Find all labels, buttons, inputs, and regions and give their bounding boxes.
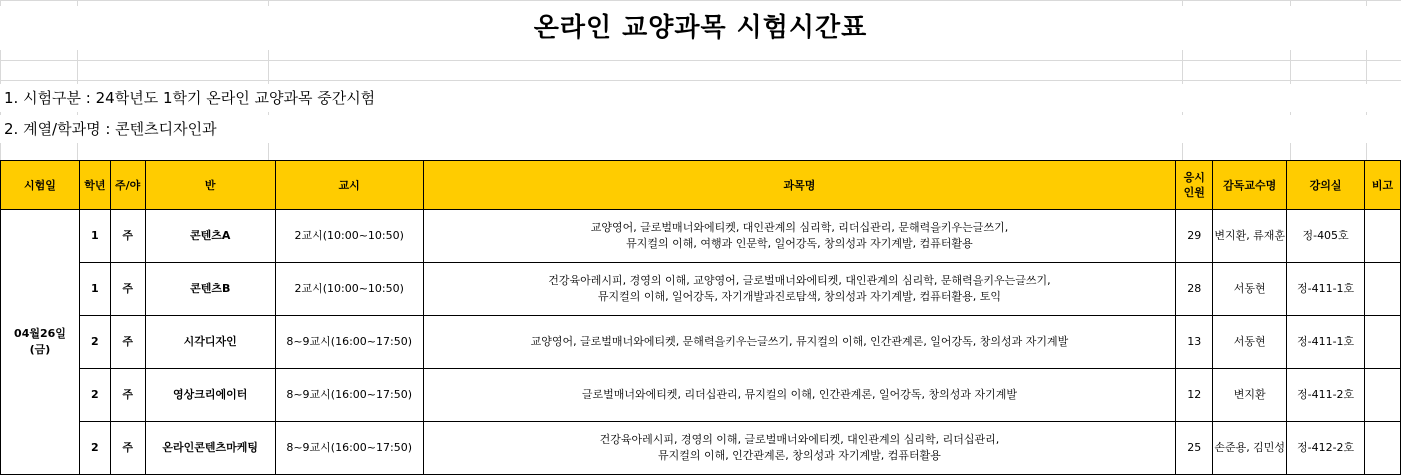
note-cell <box>1365 369 1401 422</box>
subjects-line: 교양영어, 글로벌매너와에티켓, 대인관계의 심리학, 리더십관리, 문해력을키우는글쓰기, <box>590 221 1009 234</box>
subjects-line: 건강육아레시피, 경영의 이해, 교양영어, 글로벌매너와에티켓, 대인관계의 심리학, 문해력을키우는글쓰기, <box>548 274 1051 287</box>
table-row <box>1 210 1401 263</box>
subjects-line: 건강육아레시피, 경영의 이해, 글로벌매너와에티켓, 대인관계의 심리학, 리더십관리, <box>599 433 1000 446</box>
note-cell <box>1365 422 1401 475</box>
applicants-cell: 28 <box>1176 263 1213 316</box>
subjects-cell: 글로벌매너와에티켓, 리더십관리, 뮤지컬의 이해, 인간관계론, 일어강독, 창의성과 자기계발 <box>423 369 1176 422</box>
class-cell: 영상크리에이터 <box>145 369 275 422</box>
page-title: 온라인 교양과목 시험시간표 <box>0 6 1401 50</box>
header-room: 강의실 <box>1287 161 1365 210</box>
period-cell: 2교시(10:00~10:50) <box>275 210 423 263</box>
room-cell: 정-411-1호 <box>1287 263 1365 316</box>
class-cell: 콘텐츠B <box>145 263 275 316</box>
grade-cell: 1 <box>79 263 110 316</box>
day-night-cell: 주 <box>110 263 145 316</box>
table-row <box>1 422 1401 475</box>
proctor-cell: 손준용, 김민성 <box>1213 422 1287 475</box>
room-cell: 정-411-1호 <box>1287 316 1365 369</box>
subjects-cell <box>423 263 1176 316</box>
subjects-line: 뮤지컬의 이해, 여행과 인문학, 일어강독, 창의성과 자기계발, 컴퓨터활용 <box>626 237 973 250</box>
day-night-cell: 주 <box>110 422 145 475</box>
subjects-cell: 교양영어, 글로벌매너와에티켓, 문해력을키우는글쓰기, 뮤지컬의 이해, 인간관계론, 일어강독, 창의성과 자기계발 <box>423 316 1176 369</box>
subjects-line: 뮤지컬의 이해, 인간관계론, 창의성과 자기계발, 컴퓨터활용 <box>657 449 941 462</box>
header-period: 교시 <box>275 161 423 210</box>
day-night-cell: 주 <box>110 316 145 369</box>
exam-date: 04월26일 <box>14 327 66 340</box>
subjects-cell <box>423 210 1176 263</box>
applicants-cell: 29 <box>1176 210 1213 263</box>
proctor-cell: 서동현 <box>1213 263 1287 316</box>
exam-type-line: 1. 시험구분 : 24학년도 1학기 온라인 교양과목 중간시험 <box>0 84 1401 112</box>
header-proctor: 감독교수명 <box>1213 161 1287 210</box>
applicants-cell: 12 <box>1176 369 1213 422</box>
proctor-cell: 서동현 <box>1213 316 1287 369</box>
period-cell: 8~9교시(16:00~17:50) <box>275 422 423 475</box>
table-row <box>1 263 1401 316</box>
note-cell <box>1365 210 1401 263</box>
proctor-cell: 변지환 <box>1213 369 1287 422</box>
room-cell: 정-411-2호 <box>1287 369 1365 422</box>
exam-schedule-table <box>0 160 1401 475</box>
header-date: 시험일 <box>1 161 80 210</box>
subjects-cell <box>423 422 1176 475</box>
header-applicants-line2: 인원 <box>1183 186 1205 199</box>
period-cell: 8~9교시(16:00~17:50) <box>275 316 423 369</box>
class-cell: 시각디자인 <box>145 316 275 369</box>
period-cell: 8~9교시(16:00~17:50) <box>275 369 423 422</box>
day-night-cell: 주 <box>110 369 145 422</box>
grade-cell: 2 <box>79 422 110 475</box>
grade-cell: 2 <box>79 316 110 369</box>
note-cell <box>1365 316 1401 369</box>
class-cell: 콘텐츠A <box>145 210 275 263</box>
exam-weekday: (금) <box>29 343 51 356</box>
header-subjects: 과목명 <box>423 161 1176 210</box>
table-row <box>1 316 1401 369</box>
room-cell: 정-412-2호 <box>1287 422 1365 475</box>
day-night-cell: 주 <box>110 210 145 263</box>
applicants-cell: 13 <box>1176 316 1213 369</box>
header-applicants-line1: 응시 <box>1183 171 1205 184</box>
note-cell <box>1365 263 1401 316</box>
department-line: 2. 계열/학과명 : 콘텐츠디자인과 <box>0 115 1401 143</box>
header-applicants <box>1176 161 1213 210</box>
period-cell: 2교시(10:00~10:50) <box>275 263 423 316</box>
header-day-night: 주/야 <box>110 161 145 210</box>
header-note: 비고 <box>1365 161 1401 210</box>
exam-date-cell <box>1 210 80 475</box>
proctor-cell: 변지환, 류재훈 <box>1213 210 1287 263</box>
grade-cell: 2 <box>79 369 110 422</box>
table-header-row <box>1 161 1401 210</box>
applicants-cell: 25 <box>1176 422 1213 475</box>
table-row <box>1 369 1401 422</box>
grade-cell: 1 <box>79 210 110 263</box>
header-class: 반 <box>145 161 275 210</box>
header-grade: 학년 <box>79 161 110 210</box>
class-cell: 온라인콘텐츠마케팅 <box>145 422 275 475</box>
room-cell: 정-405호 <box>1287 210 1365 263</box>
subjects-line: 뮤지컬의 이해, 일어강독, 자기개발과진로탐색, 창의성과 자기계발, 컴퓨터활용, 토익 <box>597 290 1002 303</box>
